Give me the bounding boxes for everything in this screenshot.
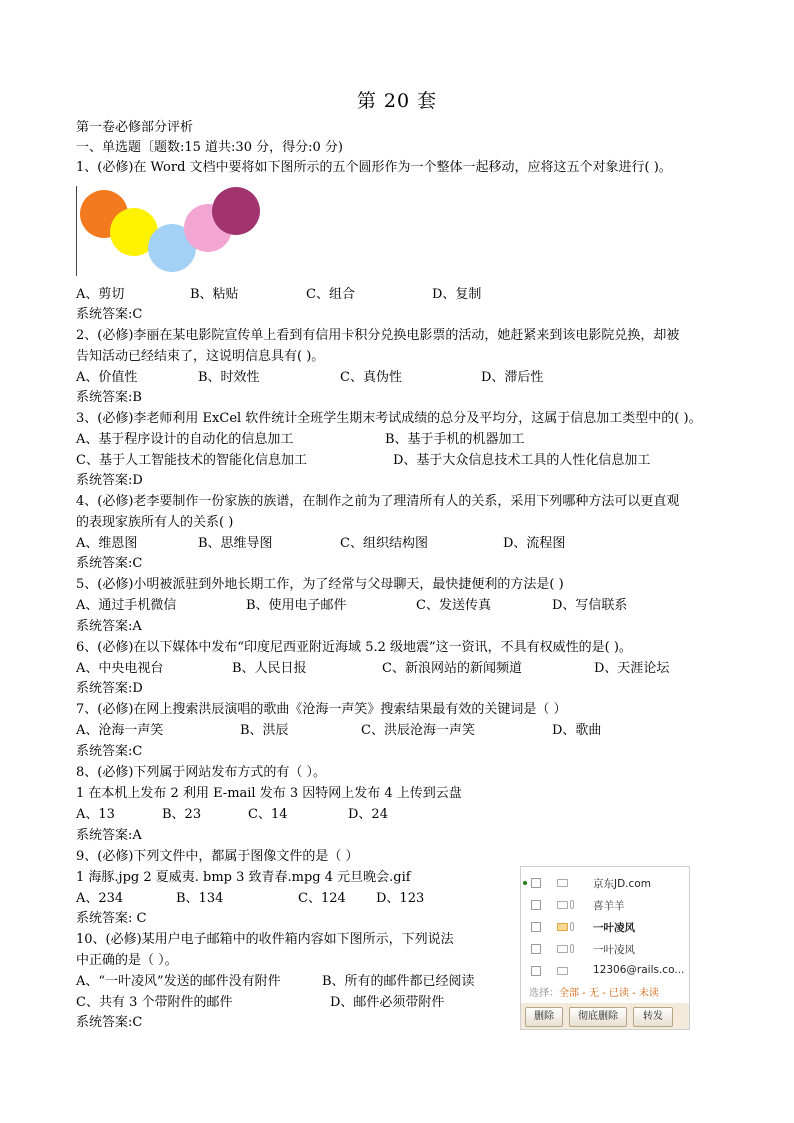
q8-option-b: B、23 <box>162 807 202 822</box>
q1-option-c: C、组合 <box>306 287 355 302</box>
current-row-dot-icon <box>523 881 527 885</box>
q8-option-a: A、13 <box>76 807 115 822</box>
mail-sender: 京东JD.com <box>593 878 651 890</box>
figure-border-line <box>76 186 77 276</box>
envelope-icon <box>557 945 568 953</box>
q9-option-c: C、124 <box>298 891 346 906</box>
q6-option-a: A、中央电视台 <box>76 661 164 676</box>
q6-option-c: C、新浪网站的新闻频道 <box>382 661 522 676</box>
q4-option-b: B、思维导图 <box>198 536 273 551</box>
envelope-icon <box>557 879 568 887</box>
q3-option-b: B、基于手机的机器加工 <box>385 432 525 447</box>
envelope-icon <box>557 967 568 975</box>
q9-items: 1 海豚.jpg 2 夏威夷. bmp 3 致青春.mpg 4 元旦晚会.gif <box>76 870 411 885</box>
q3-answer: 系统答案:D <box>76 473 143 488</box>
q5-option-b: B、使用电子邮件 <box>246 598 347 613</box>
mail-row[interactable] <box>521 939 689 960</box>
mail-sender: 一叶凌风 <box>593 944 635 956</box>
q2-stem-line1: 2、(必修)李丽在某电影院宣传单上看到有信用卡积分兑换电影票的活动，她赶紧来到该电影院兑换，却被 <box>76 328 680 343</box>
q2-stem-line2: 告知活动已经结束了，这说明信息具有( )。 <box>76 349 325 364</box>
mail-sender: 12306@rails.co... <box>593 964 685 976</box>
q3-option-a: A、基于程序设计的自动化的信息加工 <box>76 432 294 447</box>
q10-stem-line1: 10、(必修)某用户电子邮箱中的收件箱内容如下图所示，下列说法 <box>76 932 454 947</box>
q10-option-c: C、共有 3 个带附件的邮件 <box>76 995 233 1010</box>
q4-stem-line1: 4、(必修)老李要制作一份家族的族谱，在制作之前为了理清所有人的关系，采用下列哪种方法可以更直观 <box>76 494 680 509</box>
q7-answer: 系统答案:C <box>76 744 143 759</box>
q9-option-d: D、123 <box>376 891 425 906</box>
q7-option-a: A、沧海一声笑 <box>76 723 164 738</box>
q7-stem: 7、(必修)在网上搜索洪辰演唱的歌曲《沧海一声笑》搜索结果最有效的关键词是（ ） <box>76 702 567 717</box>
select-filter <box>529 984 659 999</box>
inbox-screenshot <box>520 866 690 1030</box>
q1-option-a: A、剪切 <box>76 287 125 302</box>
five-circles-figure <box>76 186 276 278</box>
q3-stem: 3、(必修)李老师利用 ExCel 软件统计全班学生期末考试成绩的总分及平均分，这属于信息加工类型中的( )。 <box>76 411 702 426</box>
q7-option-d: D、歌曲 <box>552 723 602 738</box>
q6-option-d: D、天涯论坛 <box>594 661 670 676</box>
q1-stem: 1、(必修)在 Word 文档中要将如下图所示的五个圆形作为一个整体一起移动，应将这五个对象进行( )。 <box>76 160 672 175</box>
attachment-icon <box>570 922 574 931</box>
unread-envelope-icon <box>557 923 568 931</box>
select-options[interactable]: 全部 - 无 - 已读 - 未读 <box>559 988 659 999</box>
row-checkbox[interactable] <box>531 878 541 888</box>
q5-stem: 5、(必修)小明被派驻到外地长期工作，为了经常与父母聊天，最快捷便利的方法是( ) <box>76 577 564 592</box>
mail-sender: 喜羊羊 <box>593 900 625 912</box>
q5-answer: 系统答案:A <box>76 619 142 634</box>
forward-button[interactable]: 转发 <box>633 1007 673 1027</box>
row-checkbox[interactable] <box>531 922 541 932</box>
page-title: 第 20 套 <box>356 90 438 112</box>
q10-option-b: B、所有的邮件都已经阅读 <box>322 974 475 989</box>
q10-stem-line2: 中正确的是（ ）。 <box>76 953 178 968</box>
q7-option-b: B、洪辰 <box>240 723 289 738</box>
q1-answer: 系统答案:C <box>76 307 143 322</box>
mail-toolbar <box>521 1003 689 1029</box>
row-checkbox[interactable] <box>531 966 541 976</box>
mail-sender: 一叶凌风 <box>593 922 635 934</box>
purple-circle <box>212 187 260 235</box>
q8-option-c: C、14 <box>248 807 288 822</box>
mail-row[interactable] <box>521 873 689 894</box>
q5-option-a: A、通过手机微信 <box>76 598 177 613</box>
section-heading: 第一卷必修部分评析 <box>76 120 194 135</box>
q4-option-a: A、维恩图 <box>76 536 138 551</box>
q3-option-c: C、基于人工智能技术的智能化信息加工 <box>76 453 307 468</box>
q9-answer: 系统答案: C <box>76 911 147 926</box>
delete-button[interactable]: 删除 <box>525 1007 563 1027</box>
row-checkbox[interactable] <box>531 900 541 910</box>
q6-option-b: B、人民日报 <box>232 661 307 676</box>
attachment-icon <box>570 944 574 953</box>
q3-option-d: D、基于大众信息技术工具的人性化信息加工 <box>393 453 651 468</box>
q2-option-a: A、价值性 <box>76 370 138 385</box>
q7-option-c: C、洪辰沧海一声笑 <box>361 723 475 738</box>
q4-option-c: C、组织结构图 <box>340 536 428 551</box>
q10-answer: 系统答案:C <box>76 1015 143 1030</box>
select-label: 选择： <box>529 988 559 999</box>
q4-option-d: D、流程图 <box>503 536 566 551</box>
q10-option-d: D、邮件必须带附件 <box>330 995 445 1010</box>
envelope-icon <box>557 901 568 909</box>
q5-option-c: C、发送传真 <box>416 598 491 613</box>
q10-option-a: A、“一叶凌风”发送的邮件没有附件 <box>76 974 281 989</box>
mail-row[interactable] <box>521 917 689 938</box>
q4-stem-line2: 的表现家族所有人的关系( ) <box>76 515 234 530</box>
q9-option-a: A、234 <box>76 891 124 906</box>
q9-option-b: B、134 <box>176 891 224 906</box>
q2-option-d: D、滞后性 <box>481 370 544 385</box>
q2-option-c: C、真伪性 <box>340 370 402 385</box>
q8-answer: 系统答案:A <box>76 828 142 843</box>
mail-row[interactable] <box>521 895 689 916</box>
q2-option-b: B、时效性 <box>198 370 260 385</box>
attachment-icon <box>570 900 574 909</box>
mail-row[interactable] <box>521 961 689 982</box>
q6-answer: 系统答案:D <box>76 681 143 696</box>
q5-option-d: D、写信联系 <box>552 598 628 613</box>
q1-option-d: D、复制 <box>432 287 482 302</box>
q8-option-d: D、24 <box>348 807 388 822</box>
part-heading: 一、单选题〔题数:15 道共:30 分，得分:0 分) <box>76 140 343 155</box>
q2-answer: 系统答案:B <box>76 390 142 405</box>
q6-stem: 6、(必修)在以下媒体中发布“印度尼西亚附近海域 5.2 级地震”这一资讯，不具有权威性的是( )。 <box>76 640 632 655</box>
q8-stem: 8、(必修)下列属于网站发布方式的有（ ）。 <box>76 765 327 780</box>
q4-answer: 系统答案:C <box>76 556 143 571</box>
q9-stem: 9、(必修)下列文件中，都属于图像文件的是（ ） <box>76 849 359 864</box>
q8-items: 1 在本机上发布 2 利用 E-mail 发布 3 因特网上发布 4 上传到云盘 <box>76 786 462 801</box>
row-checkbox[interactable] <box>531 944 541 954</box>
q1-option-b: B、粘贴 <box>190 287 239 302</box>
purge-button[interactable]: 彻底删除 <box>569 1007 627 1027</box>
